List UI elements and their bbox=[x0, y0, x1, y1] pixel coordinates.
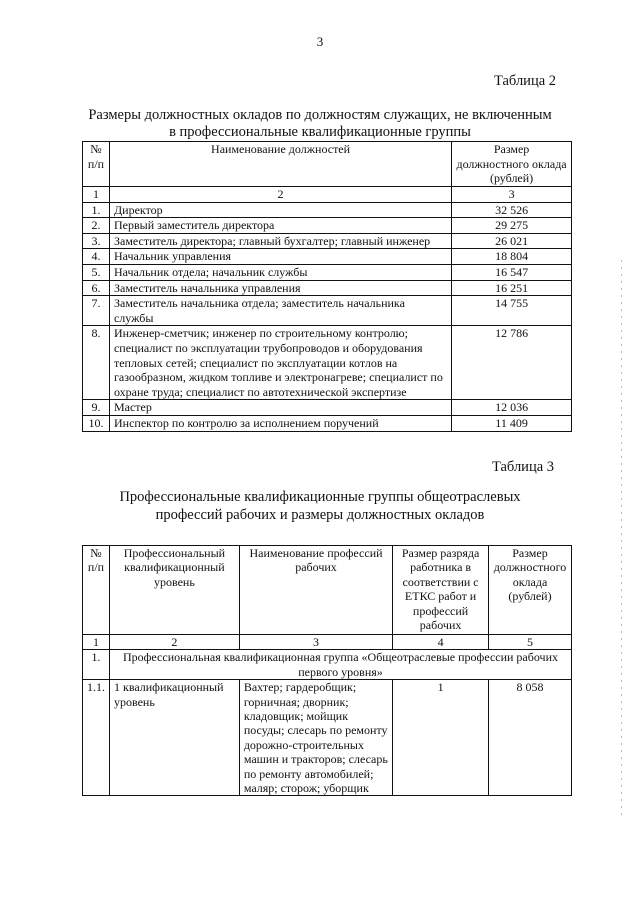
table3-title-line2: профессий рабочих и размеры должностных окладов bbox=[155, 507, 485, 523]
row-name: Инженер-сметчик; инженер по строительному контролю; специалист по эксплуатации трубопроводов и оборудования тепловых сетей; специалист по эксплуатации котлов на газообразном, жидком топливе и электронагреве; специалист по охране труда; специалист по автотехнической экспертизе bbox=[109, 326, 451, 400]
row-name: Инспектор по контролю за исполнением поручений bbox=[109, 415, 451, 431]
header-professions: Наименование профессий рабочих bbox=[239, 546, 392, 635]
table-row bbox=[83, 202, 572, 218]
index-cell: 3 bbox=[452, 187, 572, 203]
table-row bbox=[83, 400, 572, 416]
table3-label: Таблица 3 bbox=[492, 459, 555, 475]
row-salary: 18 804 bbox=[452, 249, 572, 265]
row-salary: 14 755 bbox=[452, 296, 572, 326]
row-num: 5. bbox=[83, 264, 110, 280]
row-salary: 11 409 bbox=[452, 415, 572, 431]
salary-table-positions bbox=[82, 141, 572, 432]
table-row bbox=[83, 218, 572, 234]
row-salary: 12 786 bbox=[452, 326, 572, 400]
index-cell: 5 bbox=[488, 635, 571, 650]
row-salary: 16 251 bbox=[452, 280, 572, 296]
header-num: № п/п bbox=[83, 142, 110, 187]
table-row bbox=[83, 326, 572, 400]
table-row bbox=[83, 233, 572, 249]
salary-table-workers bbox=[82, 545, 572, 796]
header-level: Профессиональный квалификационный уровень bbox=[110, 546, 240, 635]
row-grade: 1 bbox=[393, 680, 489, 796]
table2-title-line1: Размеры должностных окладов по должностям служащих, не включенным bbox=[88, 107, 552, 123]
row-name: Заместитель начальника отдела; заместитель начальника службы bbox=[109, 296, 451, 326]
table-row bbox=[83, 680, 572, 796]
table3-title-line1: Профессиональные квалификационные группы общеотраслевых bbox=[119, 489, 521, 505]
row-name: Начальник отдела; начальник службы bbox=[109, 264, 451, 280]
index-cell: 2 bbox=[110, 635, 240, 650]
row-num: 9. bbox=[83, 400, 110, 416]
row-salary: 32 526 bbox=[452, 202, 572, 218]
index-cell: 1 bbox=[83, 187, 110, 203]
index-cell: 2 bbox=[109, 187, 451, 203]
row-name: Начальник управления bbox=[109, 249, 451, 265]
table2-label: Таблица 2 bbox=[494, 73, 557, 89]
row-name: Первый заместитель директора bbox=[109, 218, 451, 234]
header-num: № п/п bbox=[83, 546, 110, 635]
row-num: 2. bbox=[83, 218, 110, 234]
row-name: Мастер bbox=[109, 400, 451, 416]
table-header-row bbox=[83, 546, 572, 635]
row-professions: Вахтер; гардеробщик; горничная; дворник; кладовщик; мойщик посуды; слесарь по ремонту дорожно-строительных машин и тракторов; слесарь по ремонту автомобилей; маляр; сторож; уборщик bbox=[239, 680, 392, 796]
row-name: Директор bbox=[109, 202, 451, 218]
row-num: 10. bbox=[83, 415, 110, 431]
table-index-row bbox=[83, 635, 572, 650]
table-row bbox=[83, 249, 572, 265]
row-num: 8. bbox=[83, 326, 110, 400]
index-cell: 1 bbox=[83, 635, 110, 650]
group-title: Профессиональная квалификационная группа «Общеотраслевые профессии рабочих первого уровня» bbox=[110, 650, 572, 680]
table-row bbox=[83, 264, 572, 280]
row-salary: 29 275 bbox=[452, 218, 572, 234]
group-num: 1. bbox=[83, 650, 110, 680]
margin-dash-line bbox=[621, 260, 622, 820]
row-salary: 12 036 bbox=[452, 400, 572, 416]
table-header-row bbox=[83, 142, 572, 187]
row-name: Заместитель начальника управления bbox=[109, 280, 451, 296]
header-salary: Размер должностного оклада (рублей) bbox=[452, 142, 572, 187]
row-num: 6. bbox=[83, 280, 110, 296]
page-number: 3 bbox=[316, 34, 324, 49]
table-index-row bbox=[83, 187, 572, 203]
header-salary: Размер должностного оклада (рублей) bbox=[488, 546, 571, 635]
row-num: 1. bbox=[83, 202, 110, 218]
index-cell: 3 bbox=[239, 635, 392, 650]
table-row bbox=[83, 415, 572, 431]
row-num: 7. bbox=[83, 296, 110, 326]
row-num: 3. bbox=[83, 233, 110, 249]
row-num: 1.1. bbox=[83, 680, 110, 796]
row-salary: 16 547 bbox=[452, 264, 572, 280]
table-row bbox=[83, 280, 572, 296]
row-level: 1 квалификационный уровень bbox=[110, 680, 240, 796]
table2-title-line2: в профессиональные квалификационные группы bbox=[169, 124, 471, 140]
row-salary: 26 021 bbox=[452, 233, 572, 249]
header-grade: Размер разряда работника в соответствии с ЕТКС работ и профессий рабочих bbox=[393, 546, 489, 635]
table-row bbox=[83, 296, 572, 326]
group-row bbox=[83, 650, 572, 680]
index-cell: 4 bbox=[393, 635, 489, 650]
row-num: 4. bbox=[83, 249, 110, 265]
header-name: Наименование должностей bbox=[109, 142, 451, 187]
row-name: Заместитель директора; главный бухгалтер; главный инженер bbox=[109, 233, 451, 249]
row-salary: 8 058 bbox=[488, 680, 571, 796]
